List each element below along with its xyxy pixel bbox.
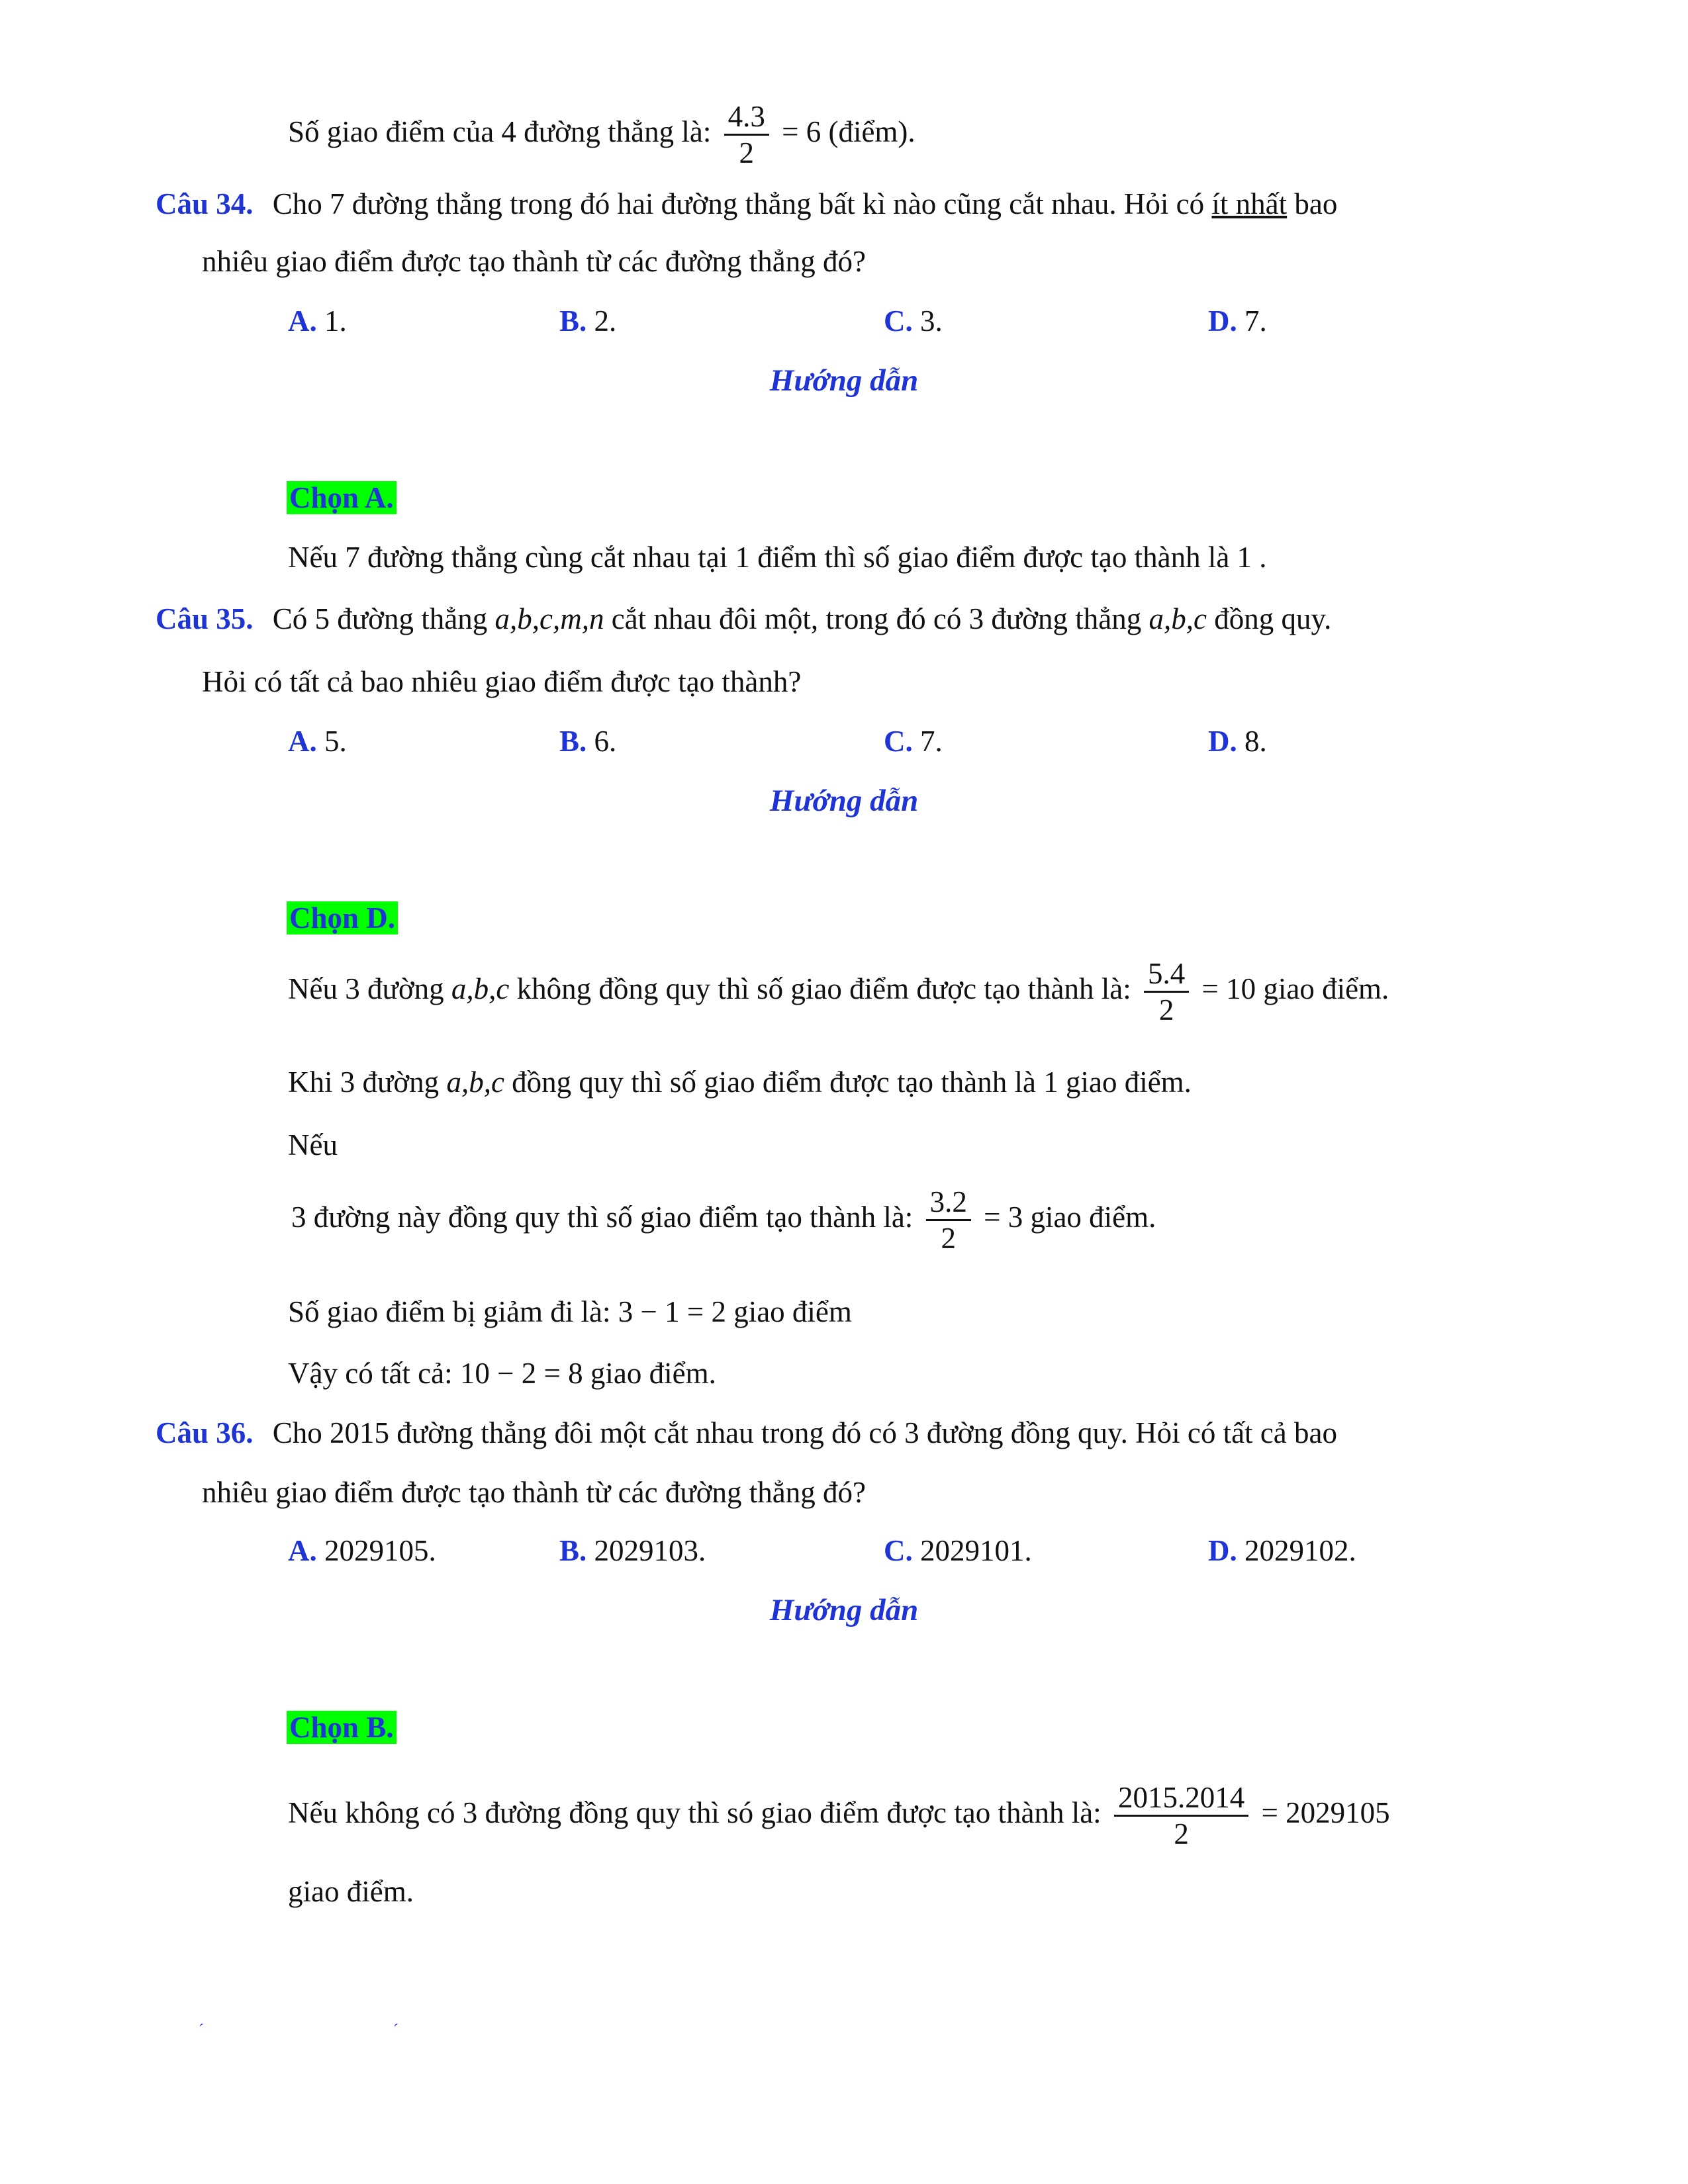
option-letter: D. [1208,1534,1237,1567]
q36-stem [156,1413,1337,1453]
q34-option-c[interactable] [884,301,943,341]
option-letter: A. [288,725,317,758]
sol-vars: a,b,c [451,972,510,1005]
intro-line [288,99,915,170]
q35-solution-6: Vậy có tất cả: 10 − 2 = 8 giao điểm. [288,1357,716,1390]
option-value: 7. [920,725,943,758]
q34-underline: ít nhất [1211,187,1288,220]
q36-solution-2: giao điểm. [288,1875,414,1908]
option-value: 2029103. [594,1534,706,1567]
q34-option-b[interactable] [559,301,616,341]
option-value: 5. [324,725,347,758]
q35-option-b[interactable] [559,721,616,761]
option-letter: C. [884,1534,913,1567]
option-letter: A. [288,304,317,338]
q35-fraction-2 [926,1185,971,1255]
intro-fraction-num: 4.3 [727,100,765,133]
intro-text: Số giao điểm của 4 đường thẳng là: [288,114,712,148]
q36-option-b[interactable] [559,1531,706,1570]
option-letter: D. [1208,304,1237,338]
q35-solution-2 [288,1062,1192,1102]
fraction-num: 3.2 [929,1185,967,1218]
q35-option-a[interactable] [288,721,347,761]
sol-text: Khi 3 đường [288,1066,447,1099]
sol-vars: a,b,c [446,1066,504,1099]
q35-fraction-1 [1144,956,1189,1027]
footer-marks: ´ ´ [199,2022,491,2039]
fraction-num: 5.4 [1147,957,1186,990]
option-letter: B. [559,725,587,758]
q36-answer-badge: Chọn B. [287,1711,397,1744]
fraction-den: 2 [926,1219,971,1255]
q34-text: Cho 7 đường thẳng trong đó hai đường thẳng bất kì nào cũng cắt nhau. Hỏi có [272,187,1212,220]
q36-label: Câu 36. [156,1416,254,1449]
q35-solution-3: Nếu [288,1128,338,1161]
q34-guide-heading: Hướng dẫn [769,363,919,398]
q35-solution-1 [288,956,1389,1027]
q34-text-end: bao [1287,187,1338,220]
sol-text: không đồng quy thì số giao điểm được tạo thành là: [509,972,1131,1005]
option-value: 2029101. [920,1534,1032,1567]
q35-option-d[interactable] [1208,721,1267,761]
q36-option-a[interactable] [288,1531,436,1570]
option-value: 7. [1244,304,1267,338]
q34-option-d[interactable] [1208,301,1267,341]
fraction-den: 2 [1114,1815,1248,1851]
sol-text: 3 đường này đồng quy thì số giao điểm tạo thành là: [291,1200,914,1234]
q34-answer-badge: Chọn A. [287,481,397,514]
sol-text: Nếu không có 3 đường đồng quy thì só giao điểm được tạo thành là: [288,1796,1102,1829]
option-letter: B. [559,1534,587,1567]
q35-solution-5: Số giao điểm bị giảm đi là: 3 − 1 = 2 giao điểm [288,1295,852,1328]
q36-answer-line [287,1707,397,1747]
fraction-den: 2 [1144,991,1189,1027]
intro-fraction [724,99,769,170]
q35-solution-4 [291,1185,1156,1255]
sol-result: = 10 giao điểm. [1201,972,1389,1005]
q34-answer-line [287,478,397,518]
option-value: 2029105. [324,1534,436,1567]
q36-text: Cho 2015 đường thẳng đôi một cắt nhau trong đó có 3 đường đồng quy. Hỏi có tất cả bao [272,1416,1337,1449]
intro-result: = 6 (điểm). [782,114,915,148]
option-value: 8. [1244,725,1267,758]
intro-fraction-den: 2 [724,134,769,170]
sol-result: = 2029105 [1261,1796,1390,1829]
q35-guide-heading: Hướng dẫn [769,784,919,818]
q36-fraction [1114,1780,1248,1851]
q35-stem-line2: Hỏi có tất cả bao nhiêu giao điểm được tạo thành? [202,665,802,698]
option-value: 1. [324,304,347,338]
q36-option-d[interactable] [1208,1531,1356,1570]
option-letter: A. [288,1534,317,1567]
option-letter: B. [559,304,587,338]
q34-option-a[interactable] [288,301,347,341]
q36-option-c[interactable] [884,1531,1032,1570]
option-letter: C. [884,725,913,758]
q35-answer-badge: Chọn D. [287,901,398,934]
q35-option-c[interactable] [884,721,943,761]
q34-solution: Nếu 7 đường thẳng cùng cắt nhau tại 1 điểm thì số giao điểm được tạo thành là 1 . [288,541,1267,574]
q34-stem [156,184,1337,224]
option-letter: D. [1208,725,1237,758]
q34-stem-line2: nhiêu giao điểm được tạo thành từ các đường thẳng đó? [202,245,866,278]
q36-stem-line2: nhiêu giao điểm được tạo thành từ các đường thẳng đó? [202,1476,866,1509]
q35-text: Có 5 đường thẳng [272,602,495,635]
q34-label: Câu 34. [156,187,254,220]
option-value: 3. [920,304,943,338]
option-value: 6. [594,725,617,758]
sol-text: đồng quy thì số giao điểm được tạo thành là 1 giao điểm. [504,1066,1192,1099]
q35-vars: a,b,c,m,n [494,602,604,635]
option-letter: C. [884,304,913,338]
q36-guide-heading: Hướng dẫn [769,1593,919,1627]
q36-solution-1 [288,1780,1390,1851]
fraction-num: 2015.2014 [1117,1781,1245,1814]
q35-stem [156,599,1331,639]
q35-text-end: đồng quy. [1207,602,1332,635]
q35-answer-line [287,898,398,938]
q35-vars2: a,b,c [1149,602,1207,635]
sol-text: Nếu 3 đường [288,972,451,1005]
sol-result: = 3 giao điểm. [984,1200,1156,1234]
q35-text-mid: cắt nhau đôi một, trong đó có 3 đường thẳng [604,602,1149,635]
option-value: 2029102. [1244,1534,1356,1567]
q35-label: Câu 35. [156,602,254,635]
option-value: 2. [594,304,617,338]
